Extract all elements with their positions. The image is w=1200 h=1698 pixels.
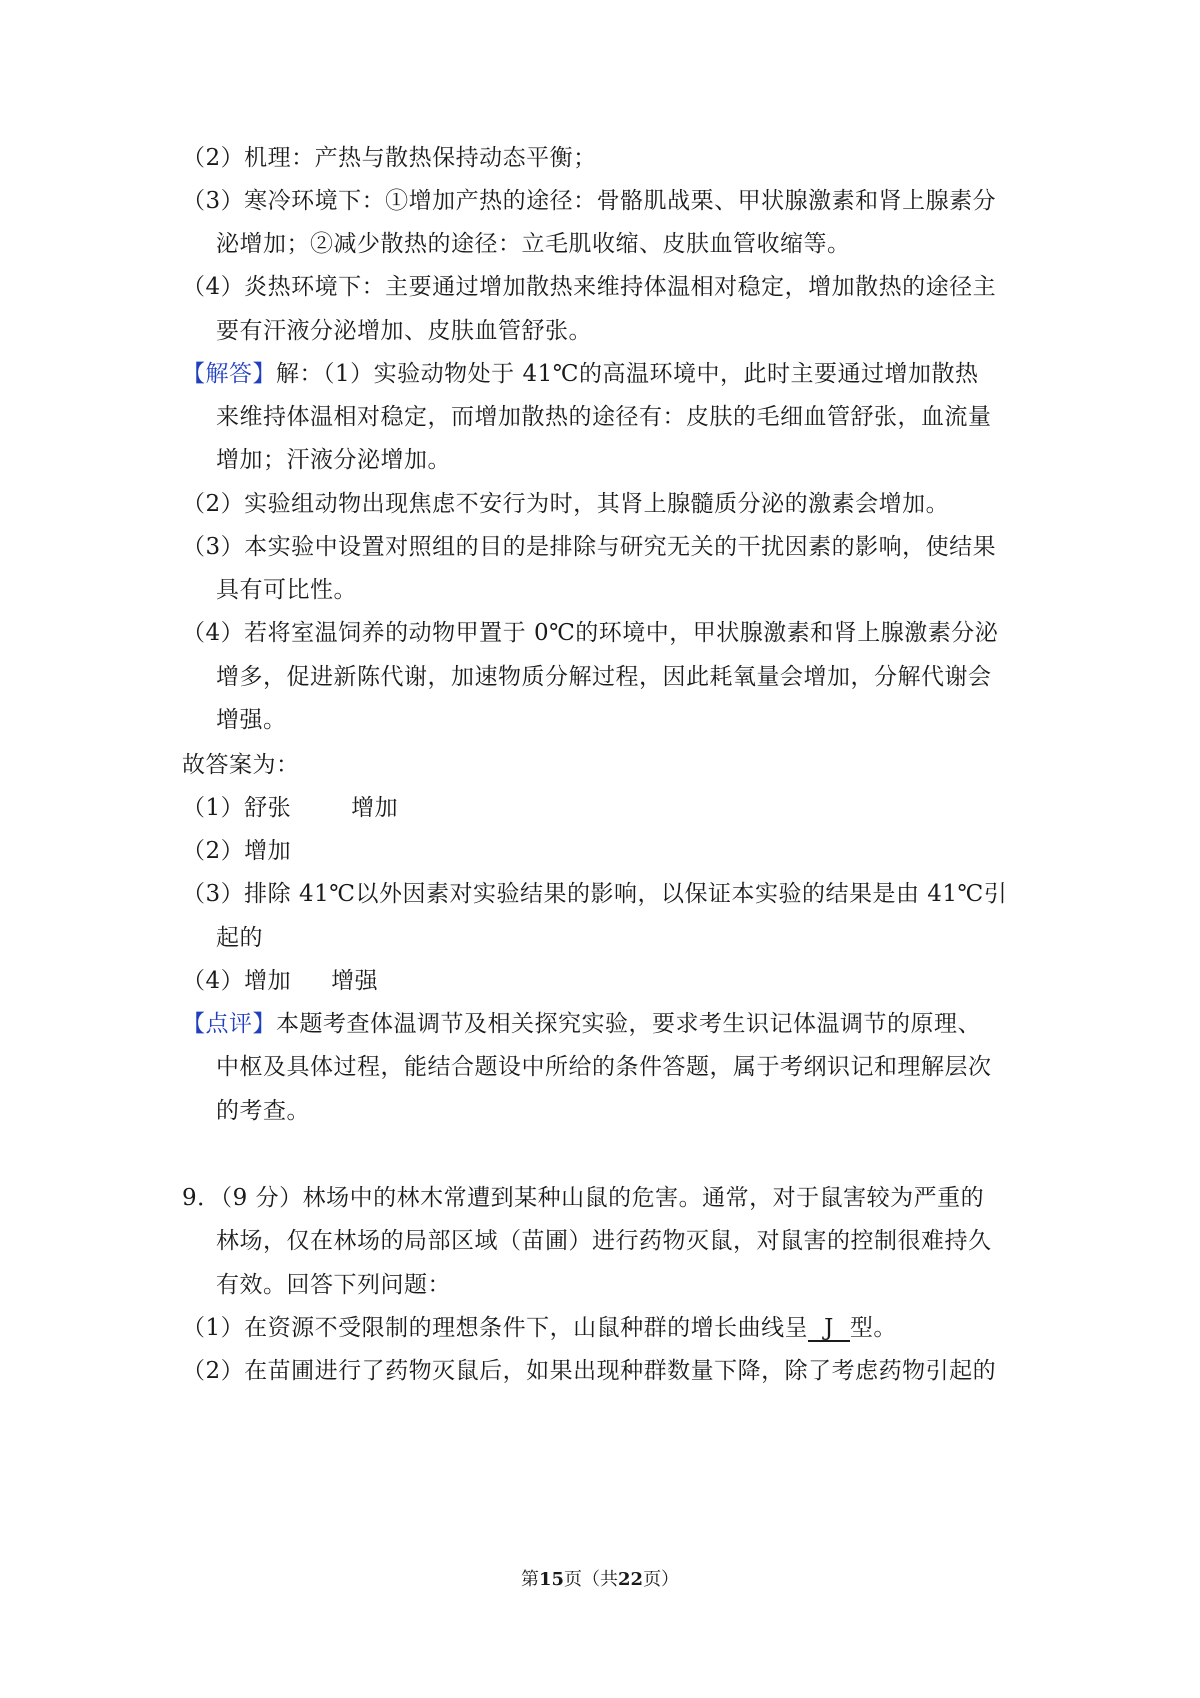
- text-line: 具有可比性。: [216, 577, 357, 603]
- text-line: 本题考查体温调节及相关探究实验，要求考生识记体温调节的原理、: [276, 1011, 981, 1037]
- text-line: （2）在苗圃进行了药物灭鼠后，如果出现种群数量下降，除了考虑药物引起的: [182, 1358, 997, 1384]
- text-line: 增强。: [216, 707, 287, 733]
- text-line: （3）排除 41℃以外因素对实验结果的影响，以保证本实验的结果是由 41℃引: [182, 881, 1008, 907]
- answer-line-2: （2）增加: [182, 838, 292, 864]
- page-footer: 第15页（共22页）: [520, 1569, 680, 1590]
- question-9-title: 9．（9 分）林场中的林木常遭到某种山鼠的危害。通常，对于鼠害较为严重的: [182, 1185, 985, 1211]
- text-line: 林场，仅在林场的局部区域（苗圃）进行药物灭鼠，对鼠害的控制很难持久: [216, 1228, 992, 1254]
- answer-tag: 【解答】: [182, 361, 276, 387]
- text-line: 泌增加；②减少散热的途径：立毛肌收缩、皮肤血管收缩等。: [216, 231, 851, 257]
- answer-line-1: （1）舒张 增加: [182, 795, 399, 821]
- text-line: 有效。回答下列问题：: [216, 1272, 451, 1298]
- text-line: 的考查。: [216, 1098, 310, 1124]
- page-number: 15: [538, 1569, 564, 1590]
- text-line: 解：（1）实验动物处于 41℃的高温环境中，此时主要通过增加散热: [276, 361, 979, 387]
- text-line: 要有汗液分泌增加、皮肤血管舒张。: [216, 318, 592, 344]
- text-line: （2）机理：产热与散热保持动态平衡；: [182, 145, 597, 171]
- text-line: （4）炎热环境下：主要通过增加散热来维持体温相对稳定，增加散热的途径主: [182, 274, 997, 300]
- comment-tag: 【点评】: [182, 1011, 276, 1037]
- text-line: 来维持体温相对稳定，而增加散热的途径有：皮肤的毛细血管舒张，血流量: [216, 404, 992, 430]
- answer-paragraph-start: [182, 359, 1032, 389]
- text-line: 增加；汗液分泌增加。: [216, 447, 451, 473]
- answer-line-4: （4）增加 增强: [182, 968, 379, 994]
- text-line: （3）本实验中设置对照组的目的是排除与研究无关的干扰因素的影响，使结果: [182, 534, 997, 560]
- text-line: 增多，促进新陈代谢，加速物质分解过程，因此耗氧量会增加，分解代谢会: [216, 664, 992, 690]
- answer-blank: J: [808, 1316, 850, 1342]
- text-line: 故答案为：: [182, 752, 300, 778]
- text-line: （2）实验组动物出现焦虑不安行为时，其肾上腺髓质分泌的激素会增加。: [182, 491, 950, 517]
- text-line: （3）寒冷环境下：①增加产热的途径：骨骼肌战栗、甲状腺激素和肾上腺素分: [182, 188, 997, 214]
- comment-paragraph-start: [182, 1009, 1032, 1039]
- text-line: （4）若将室温饲养的动物甲置于 0℃的环境中，甲状腺激素和肾上腺激素分泌: [182, 620, 999, 646]
- question-9-part-1: （1）在资源不受限制的理想条件下，山鼠种群的增长曲线呈 J 型。: [182, 1315, 897, 1341]
- text-line: 起的: [216, 925, 263, 951]
- page-total: 22: [618, 1569, 644, 1590]
- text-line: 中枢及具体过程，能结合题设中所给的条件答题，属于考纲识记和理解层次: [216, 1054, 992, 1080]
